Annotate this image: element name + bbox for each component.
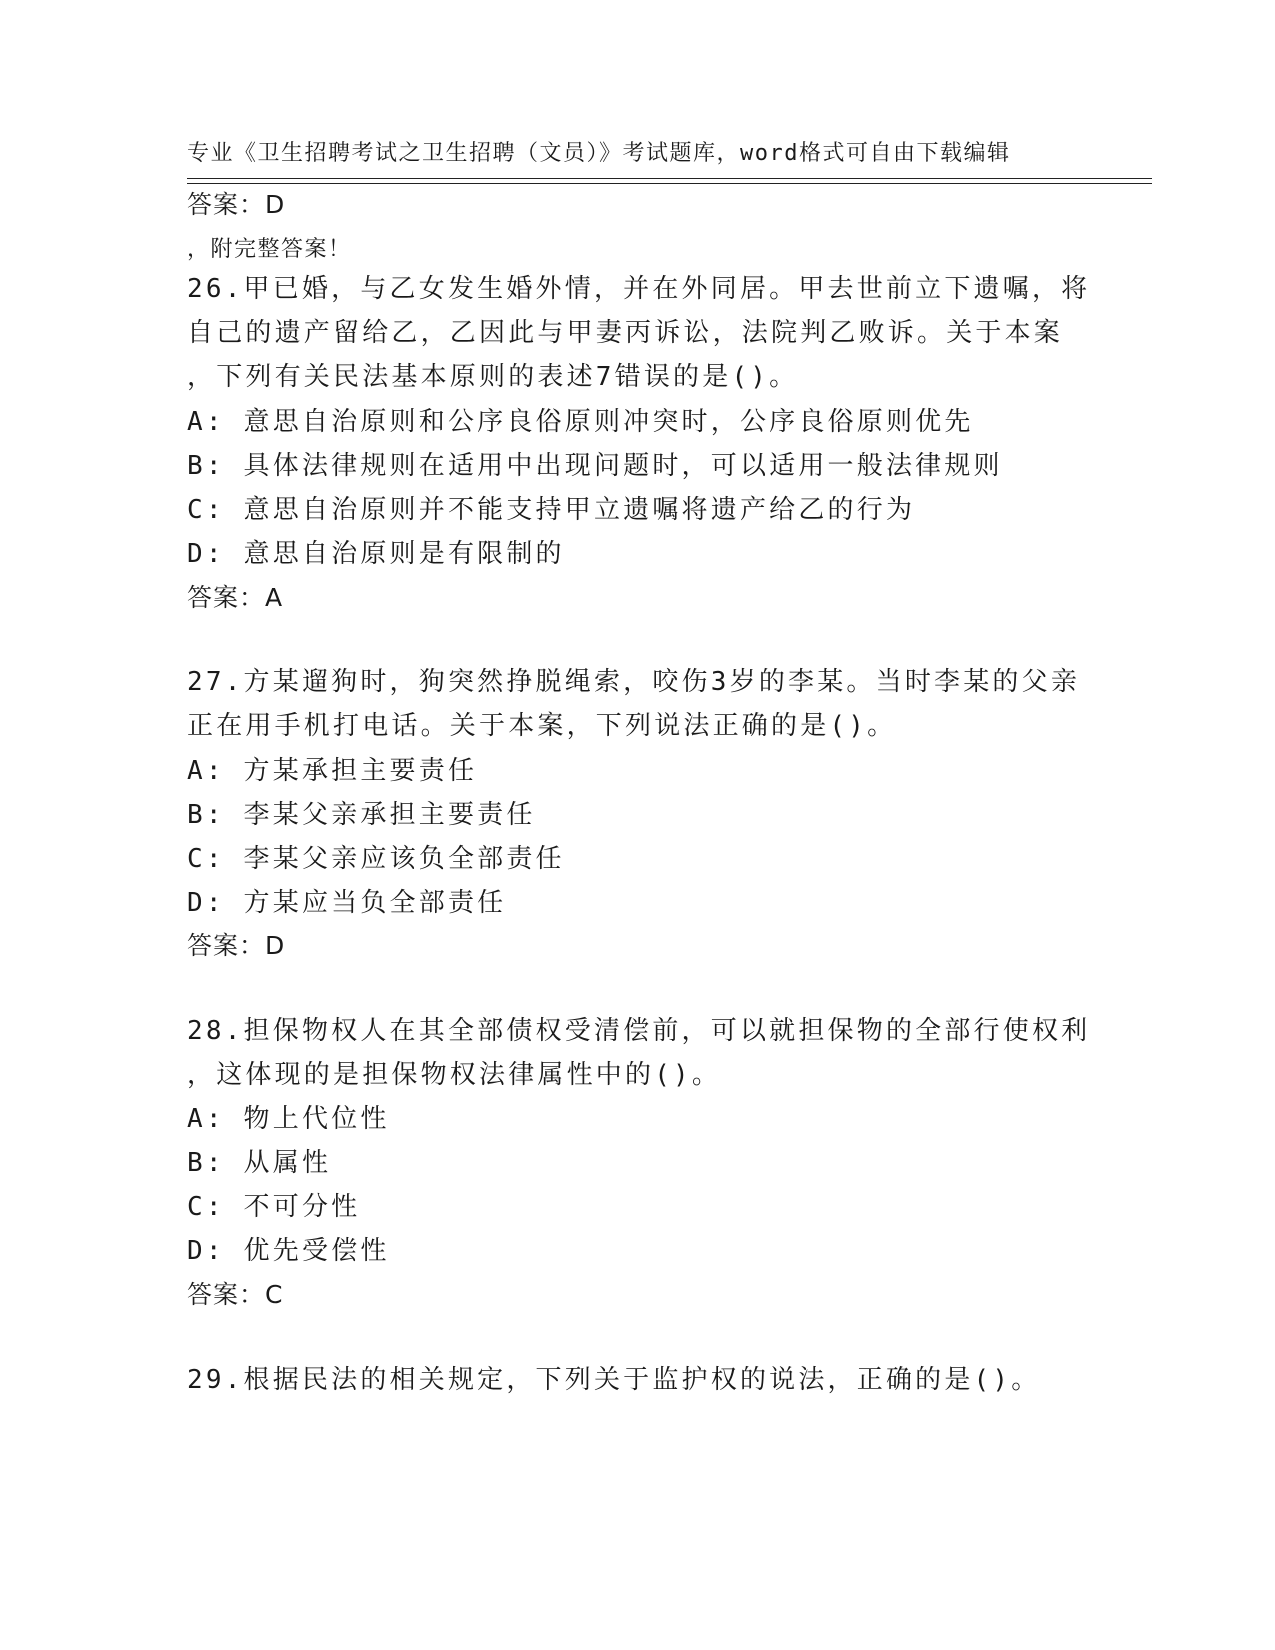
question-28-line-2: ，这体现的是担保物权法律属性中的()。: [187, 1060, 722, 1090]
header-divider-top: [187, 178, 1152, 179]
header-line-2: ，附完整答案！: [187, 237, 352, 262]
answer-q26: 答案：A: [187, 583, 284, 612]
question-29-line-1: 29.根据民法的相关规定，下列关于监护权的说法，正确的是()。: [187, 1365, 1041, 1395]
question-27-option-a: A: 方某承担主要责任: [187, 756, 478, 786]
question-26-line-3: ，下列有关民法基本原则的表述7错误的是()。: [187, 362, 799, 392]
answer-q25: 答案：D: [187, 190, 286, 219]
question-28-line-1: 28.担保物权人在其全部债权受清偿前，可以就担保物的全部行使权利: [187, 1016, 1091, 1046]
question-27-option-b: B: 李某父亲承担主要责任: [187, 800, 536, 830]
question-26-line-1: 26.甲已婚，与乙女发生婚外情，并在外同居。甲去世前立下遗嘱，将: [187, 274, 1091, 304]
answer-q27: 答案：D: [187, 931, 286, 960]
question-28-option-c: C: 不可分性: [187, 1192, 361, 1222]
question-26-option-c: C: 意思自治原则并不能支持甲立遗嘱将遗产给乙的行为: [187, 495, 916, 525]
question-28-option-a: A: 物上代位性: [187, 1104, 390, 1134]
question-26-option-d: D: 意思自治原则是有限制的: [187, 539, 565, 569]
question-26-line-2: 自己的遗产留给乙，乙因此与甲妻丙诉讼，法院判乙败诉。关于本案: [187, 318, 1064, 348]
question-28-option-d: D: 优先受偿性: [187, 1236, 390, 1266]
question-27-option-c: C: 李某父亲应该负全部责任: [187, 844, 565, 874]
question-26-option-b: B: 具体法律规则在适用中出现问题时，可以适用一般法律规则: [187, 451, 1003, 481]
question-27-line-1: 27.方某遛狗时，狗突然挣脱绳索，咬伤3岁的李某。当时李某的父亲: [187, 667, 1081, 697]
answer-q28: 答案：C: [187, 1280, 284, 1309]
question-27-option-d: D: 方某应当负全部责任: [187, 888, 507, 918]
question-27-line-2: 正在用手机打电话。关于本案，下列说法正确的是()。: [187, 711, 897, 741]
header-line-1: 专业《卫生招聘考试之卫生招聘（文员）》考试题库，word格式可自由下载编辑: [187, 141, 1011, 166]
question-26-option-a: A: 意思自治原则和公序良俗原则冲突时，公序良俗原则优先: [187, 407, 974, 437]
question-28-option-b: B: 从属性: [187, 1148, 332, 1178]
header-divider-bottom: [187, 183, 1152, 184]
